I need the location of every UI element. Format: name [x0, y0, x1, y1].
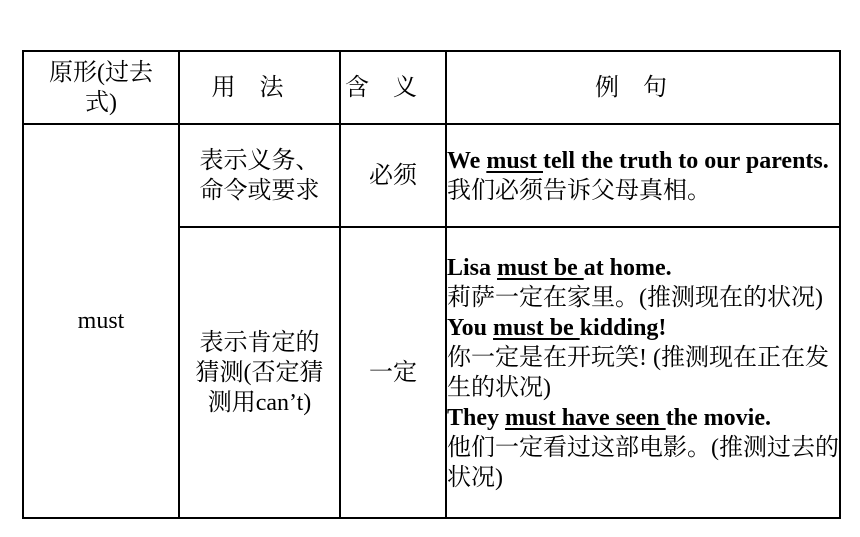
- usage-cell: 表示肯定的猜测(否定猜测用can’t): [179, 227, 340, 518]
- meaning-cell: 一定: [340, 227, 446, 518]
- example-sentence-en: Lisa must be at home.: [447, 254, 672, 281]
- usage-cell: 表示义务、命令或要求: [179, 124, 340, 227]
- header-meaning: 含义: [340, 51, 446, 124]
- key-phrase: must be: [493, 314, 580, 341]
- example-sentence-en: You must be kidding!: [447, 314, 667, 341]
- table-row: [23, 124, 840, 227]
- key-phrase: must: [486, 147, 543, 174]
- example-sentence-zh: 你一定是在开玩笑! (推测现在正在发生的状况): [447, 344, 829, 401]
- example-sentence-zh: 莉萨一定在家里。(推测现在的状况): [447, 284, 823, 311]
- example-sentence-en: They must have seen the movie.: [447, 404, 771, 431]
- example-sentence-zh: 他们一定看过这部电影。(推测过去的状况): [447, 434, 839, 491]
- header-usage: 用法: [179, 51, 340, 124]
- table-header-row: [23, 51, 840, 124]
- modal-verb-table: [22, 50, 841, 519]
- example-sentence-zh: 我们必须告诉父母真相。: [447, 177, 711, 204]
- example-sentence-en: We must tell the truth to our parents.: [447, 147, 829, 174]
- key-phrase: must be: [497, 254, 584, 281]
- example-cell: [446, 124, 840, 227]
- header-example: 例句: [446, 51, 840, 124]
- example-cell: [446, 227, 840, 518]
- meaning-cell: 必须: [340, 124, 446, 227]
- header-form: 原形(过去式): [23, 51, 179, 124]
- key-phrase: must have seen: [505, 404, 666, 431]
- word-cell: must: [23, 124, 179, 518]
